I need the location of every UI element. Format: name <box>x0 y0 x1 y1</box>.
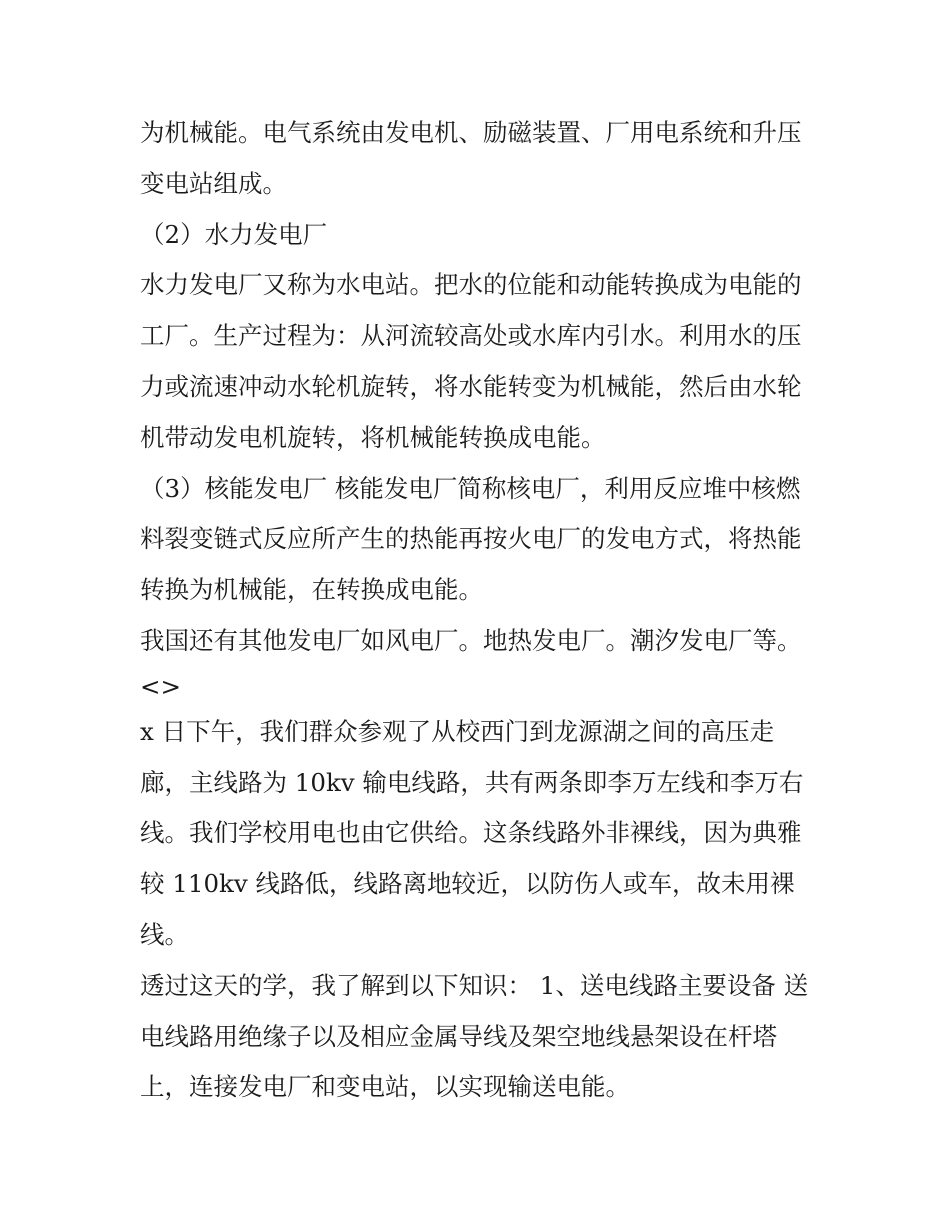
text-line: 工厂。生产过程为：从河流较高处或水库内引水。利用水的压 <box>140 321 802 351</box>
text-line: 较 110kv 线路低，线路离地较近，以防伤人或车，故未用裸 <box>140 869 795 899</box>
text-line: （3）核能发电厂 核能发电厂简称核电厂，利用反应堆中核燃 <box>140 473 801 503</box>
text-line: 廊，主线路为 10kv 输电线路，共有两条即李万左线和李万右 <box>140 767 804 797</box>
text-line: 料裂变链式反应所产生的热能再按火电厂的发电方式，将热能 <box>140 524 802 554</box>
body-text <box>140 108 820 1113</box>
text-line: 力或流速冲动水轮机旋转，将水能转变为机械能，然后由水轮 <box>140 371 802 401</box>
text-line: （2）水力发电厂 <box>140 219 328 249</box>
text-line: 我国还有其他发电厂如风电厂。地热发电厂。潮汐发电厂等。 <box>140 625 802 655</box>
text-line: 转换为机械能，在转换成电能。 <box>140 575 483 605</box>
text-line: 透过这天的学，我了解到以下知识： 1、送电线路主要设备 送 <box>140 970 809 1000</box>
text-line: <> <box>140 671 182 701</box>
text-line: x 日下午，我们群众参观了从校西门到龙源湖之间的高压走 <box>140 716 775 746</box>
text-line: 电线路用绝缘子以及相应金属导线及架空地线悬架设在杆塔 <box>140 1021 777 1051</box>
text-line: 线。我们学校用电也由它供给。这条线路外非裸线，因为典雅 <box>140 818 802 848</box>
text-line: 上，连接发电厂和变电站，以实现输送电能。 <box>140 1072 630 1102</box>
text-line: 为机械能。电气系统由发电机、励磁装置、厂用电系统和升压 <box>140 118 802 147</box>
text-line: 变电站组成。 <box>140 168 287 198</box>
text-line: 水力发电厂又称为水电站。把水的位能和动能转换成为电能的 <box>140 270 802 300</box>
text-line: 线。 <box>140 919 189 949</box>
text-line: 机带动发电机旋转，将机械能转换成电能。 <box>140 422 606 452</box>
